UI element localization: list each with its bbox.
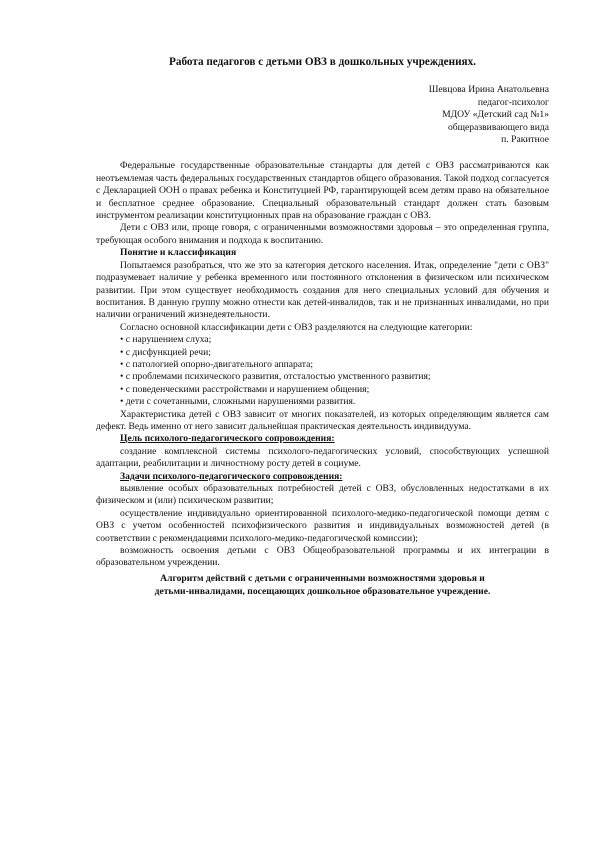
author-location: п. Ракитное	[501, 134, 549, 146]
goal-heading: Цель психолого-педагогического сопровождения:	[120, 433, 335, 445]
concept-heading: Понятие и классификация	[120, 247, 237, 259]
author-organization: МДОУ «Детский сад №1»	[442, 109, 549, 121]
goal-text: создание комплексной системы психолого-педагогических условий, способствующих успешной адаптации, реабилитации и личностному росту детей в социуме.	[96, 445, 549, 470]
author-block	[96, 84, 549, 146]
list-item: • дети с сочетанными, сложными нарушениями развития.	[120, 396, 356, 408]
tasks-heading: Задачи психолого-педагогического сопровождения:	[120, 470, 343, 482]
list-item: • с патологией опорно-двигательного аппарата;	[120, 358, 314, 370]
author-position: педагог-психолог	[477, 96, 549, 108]
task-item-3: возможность освоения детьми с ОВЗ Общеобразовательной программы и их интеграции в образовательном учреждении.	[96, 545, 549, 569]
category-list	[96, 334, 549, 408]
algorithm-heading	[96, 572, 549, 598]
intro-paragraph-1: Федеральные государственные образовательные стандарты для детей с ОВЗ рассматриваются как неотъемлемая часть федеральных государственных стандартов общего образования. Такой подход согласуется с Декларацией ООН о правах ребенка и Конституцией РФ, гарантирующей всем детям право на обязательное и бесплатное среднее образование. Специальный образовательный стандарт должен стать базовым инструментом реализации конституционных прав на образование граждан с ОВЗ.	[96, 160, 549, 222]
concept-paragraph-1: Попытаемся разобраться, что же это за категория детского населения. Итак, определение "дети с ОВЗ" подразумевает наличие у ребенка временного или постоянного отклонения в физическом или психическом развитии. При этом существует необходимость создания для него специальных условий для обучения и воспитания. В данную группу можно отнести как детей-инвалидов, так и не признанных инвалидами, но при наличии ограничений жизнедеятельности.	[96, 259, 549, 321]
author-organization-type: общеразвивающего вида	[447, 121, 549, 133]
document-title: Работа педагогов с детьми ОВЗ в дошкольных учреждениях.	[169, 56, 476, 68]
list-item: • с поведенческими расстройствами и нарушением общения;	[120, 383, 370, 395]
task-item-1: выявление особых образовательных потребностей детей с ОВЗ, обусловленных недостатками в их физическом и (или) психическом развитии;	[96, 483, 549, 507]
list-item: • с дисфункцией речи;	[120, 346, 211, 358]
intro-paragraph-2: Дети с ОВЗ или, проще говоря, с ограниченными возможностями здоровья – это определенная группа, требующая особого внимания и подхода к воспитанию.	[96, 222, 549, 246]
algorithm-heading-line-2: детьми-инвалидами, посещающих дошкольное образовательное учреждение.	[154, 585, 491, 597]
author-name: Шевцова Ирина Анатольевна	[428, 84, 549, 96]
list-item: • с проблемами психического развития, отсталостью умственного развития;	[120, 371, 431, 383]
concept-paragraph-3: Характеристика детей с ОВЗ зависит от многих показателей, из которых определяющим является сам дефект. Ведь именно от него зависит дальнейшая практическая деятельность индивидуума.	[96, 408, 549, 432]
concept-paragraph-2: Согласно основной классификации дети с ОВЗ разделяются на следующие категории:	[120, 321, 473, 333]
algorithm-heading-line-1: Алгоритм действий с детьми с ограниченными возможностями здоровья и	[160, 572, 485, 584]
list-item: • с нарушением слуха;	[120, 334, 212, 346]
task-item-2: осуществление индивидуально ориентированной психолого-медико-педагогической помощи детям с ОВЗ с учетом особенностей психофизического развития и индивидуальных возможностей детей (в соответствии с рекомендациями психолого-медико-педагогической комиссии);	[96, 507, 549, 544]
